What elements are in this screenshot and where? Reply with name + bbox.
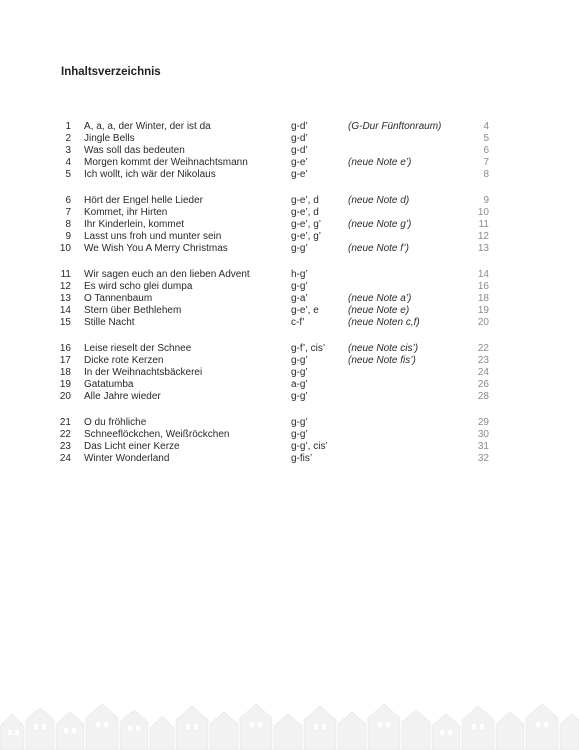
tone-range: a-g’	[291, 379, 308, 390]
entry-number: 15	[59, 317, 71, 328]
song-title: Ich wollt, ich wär der Nikolaus	[84, 169, 216, 180]
song-title: Stern über Bethlehem	[84, 305, 182, 316]
entry-number: 2	[65, 133, 71, 144]
entry-number: 23	[59, 441, 71, 452]
song-title: O du fröhliche	[84, 417, 147, 428]
page-number: 29	[477, 417, 489, 428]
tone-range: g-fis’	[291, 453, 313, 464]
toc-entry	[0, 219, 579, 231]
song-title: Lasst uns froh und munter sein	[84, 231, 222, 242]
page-number: 12	[477, 231, 489, 242]
tone-range: g-d’	[291, 133, 308, 144]
entry-number: 8	[65, 219, 71, 230]
tone-range: g-f’, cis’	[291, 343, 326, 354]
toc-entry	[0, 269, 579, 281]
tone-range: g-e’, g’	[291, 219, 322, 230]
range-note: (neue Note e)	[348, 305, 410, 316]
song-title: Alle Jahre wieder	[84, 391, 161, 402]
entry-number: 18	[59, 367, 71, 378]
entry-number: 11	[60, 269, 71, 280]
page-number: 30	[477, 429, 489, 440]
page-number: 5	[483, 133, 489, 144]
entry-number: 19	[59, 379, 71, 390]
range-note: (neue Note f’)	[348, 243, 409, 254]
range-note: (neue Note d)	[348, 195, 410, 206]
page-number: 10	[477, 207, 489, 218]
table-of-contents	[0, 121, 579, 479]
toc-group	[0, 269, 579, 329]
page-number: 26	[477, 379, 489, 390]
entry-number: 12	[59, 281, 71, 292]
tone-range: g-e’	[291, 157, 308, 168]
toc-entry	[0, 169, 579, 181]
tone-range: g-g’	[291, 281, 308, 292]
page-number: 22	[477, 343, 489, 354]
toc-entry	[0, 133, 579, 145]
tone-range: g-g’	[291, 417, 308, 428]
toc-entry	[0, 391, 579, 403]
song-title: Ihr Kinderlein, kommet	[84, 219, 185, 230]
page-number: 4	[483, 121, 489, 132]
entry-number: 14	[59, 305, 71, 316]
page-number: 8	[483, 169, 489, 180]
toc-entry	[0, 441, 579, 453]
page-number: 14	[477, 269, 489, 280]
page-number: 7	[483, 157, 489, 168]
page-number: 31	[477, 441, 489, 452]
entry-number: 10	[59, 243, 71, 254]
entry-number: 9	[65, 231, 71, 242]
toc-entry	[0, 305, 579, 317]
houses-decoration	[0, 692, 579, 750]
song-title: We Wish You A Merry Christmas	[84, 243, 228, 254]
toc-entry	[0, 207, 579, 219]
toc-entry	[0, 121, 579, 133]
song-title: Dicke rote Kerzen	[84, 355, 164, 366]
toc-entry	[0, 195, 579, 207]
range-note: (neue Note g’)	[348, 219, 412, 230]
toc-entry	[0, 317, 579, 329]
entry-number: 7	[65, 207, 71, 218]
toc-entry	[0, 367, 579, 379]
song-title: Leise rieselt der Schnee	[84, 343, 192, 354]
entry-number: 6	[65, 195, 71, 206]
entry-number: 21	[59, 417, 71, 428]
range-note: (neue Note fis’)	[348, 355, 416, 366]
page-number: 13	[477, 243, 489, 254]
entry-number: 1	[65, 121, 71, 132]
song-title: Hört der Engel helle Lieder	[84, 195, 203, 206]
entry-number: 13	[59, 293, 71, 304]
page-title: Inhaltsverzeichnis	[61, 66, 161, 78]
song-title: Schneeflöckchen, Weißröckchen	[84, 429, 230, 440]
page-number: 20	[477, 317, 489, 328]
tone-range: g-e’, d	[291, 207, 319, 218]
entry-number: 16	[59, 343, 71, 354]
toc-entry	[0, 243, 579, 255]
range-note: (neue Note cis’)	[348, 343, 419, 354]
page-number: 11	[478, 219, 489, 230]
range-note: (neue Note a’)	[348, 293, 412, 304]
entry-number: 22	[59, 429, 71, 440]
page-number: 18	[477, 293, 489, 304]
toc-group	[0, 417, 579, 465]
entry-number: 20	[59, 391, 71, 402]
tone-range: g-g’, cis’	[291, 441, 328, 452]
toc-entry	[0, 453, 579, 465]
tone-range: g-g’	[291, 391, 308, 402]
tone-range: g-d’	[291, 145, 308, 156]
entry-number: 5	[65, 169, 71, 180]
song-title: Winter Wonderland	[84, 453, 170, 464]
toc-group	[0, 343, 579, 403]
song-title: Was soll das bedeuten	[84, 145, 185, 156]
tone-range: g-e’, e	[291, 305, 319, 316]
toc-entry	[0, 281, 579, 293]
tone-range: h-g’	[291, 269, 308, 280]
range-note: (G-Dur Fünftonraum)	[348, 121, 442, 132]
tone-range: g-e’, d	[291, 195, 319, 206]
page-number: 32	[477, 453, 489, 464]
page-number: 23	[477, 355, 489, 366]
page-number: 16	[477, 281, 489, 292]
page-number: 6	[483, 145, 489, 156]
entry-number: 4	[65, 157, 71, 168]
song-title: Das Licht einer Kerze	[84, 441, 180, 452]
entry-number: 3	[65, 145, 71, 156]
tone-range: g-a’	[291, 293, 308, 304]
toc-entry	[0, 157, 579, 169]
toc-group	[0, 121, 579, 181]
tone-range: g-e’	[291, 169, 308, 180]
song-title: Es wird scho glei dumpa	[84, 281, 193, 292]
toc-entry	[0, 429, 579, 441]
page-number: 9	[483, 195, 489, 206]
toc-entry	[0, 355, 579, 367]
toc-entry	[0, 231, 579, 243]
song-title: Morgen kommt der Weihnachtsmann	[84, 157, 248, 168]
tone-range: g-e’, g’	[291, 231, 322, 242]
tone-range: g-d’	[291, 121, 308, 132]
song-title: Kommet, ihr Hirten	[84, 207, 168, 218]
song-title: In der Weihnachtsbäckerei	[84, 367, 203, 378]
song-title: Stille Nacht	[84, 317, 135, 328]
toc-entry	[0, 343, 579, 355]
range-note: (neue Noten c,f)	[348, 317, 420, 328]
tone-range: g-g’	[291, 355, 308, 366]
song-title: Wir sagen euch an den lieben Advent	[84, 269, 250, 280]
tone-range: g-g’	[291, 243, 308, 254]
entry-number: 24	[59, 453, 71, 464]
page-number: 24	[477, 367, 489, 378]
song-title: Gatatumba	[84, 379, 134, 390]
song-title: O Tannenbaum	[84, 293, 153, 304]
toc-entry	[0, 293, 579, 305]
entry-number: 17	[59, 355, 71, 366]
range-note: (neue Note e’)	[348, 157, 412, 168]
tone-range: g-g’	[291, 429, 308, 440]
toc-entry	[0, 145, 579, 157]
toc-entry	[0, 417, 579, 429]
toc-entry	[0, 379, 579, 391]
song-title: A, a, a, der Winter, der ist da	[84, 121, 211, 132]
toc-group	[0, 195, 579, 255]
tone-range: g-g’	[291, 367, 308, 378]
tone-range: c-f’	[291, 317, 305, 328]
song-title: Jingle Bells	[84, 133, 135, 144]
page-number: 19	[477, 305, 489, 316]
page-number: 28	[477, 391, 489, 402]
